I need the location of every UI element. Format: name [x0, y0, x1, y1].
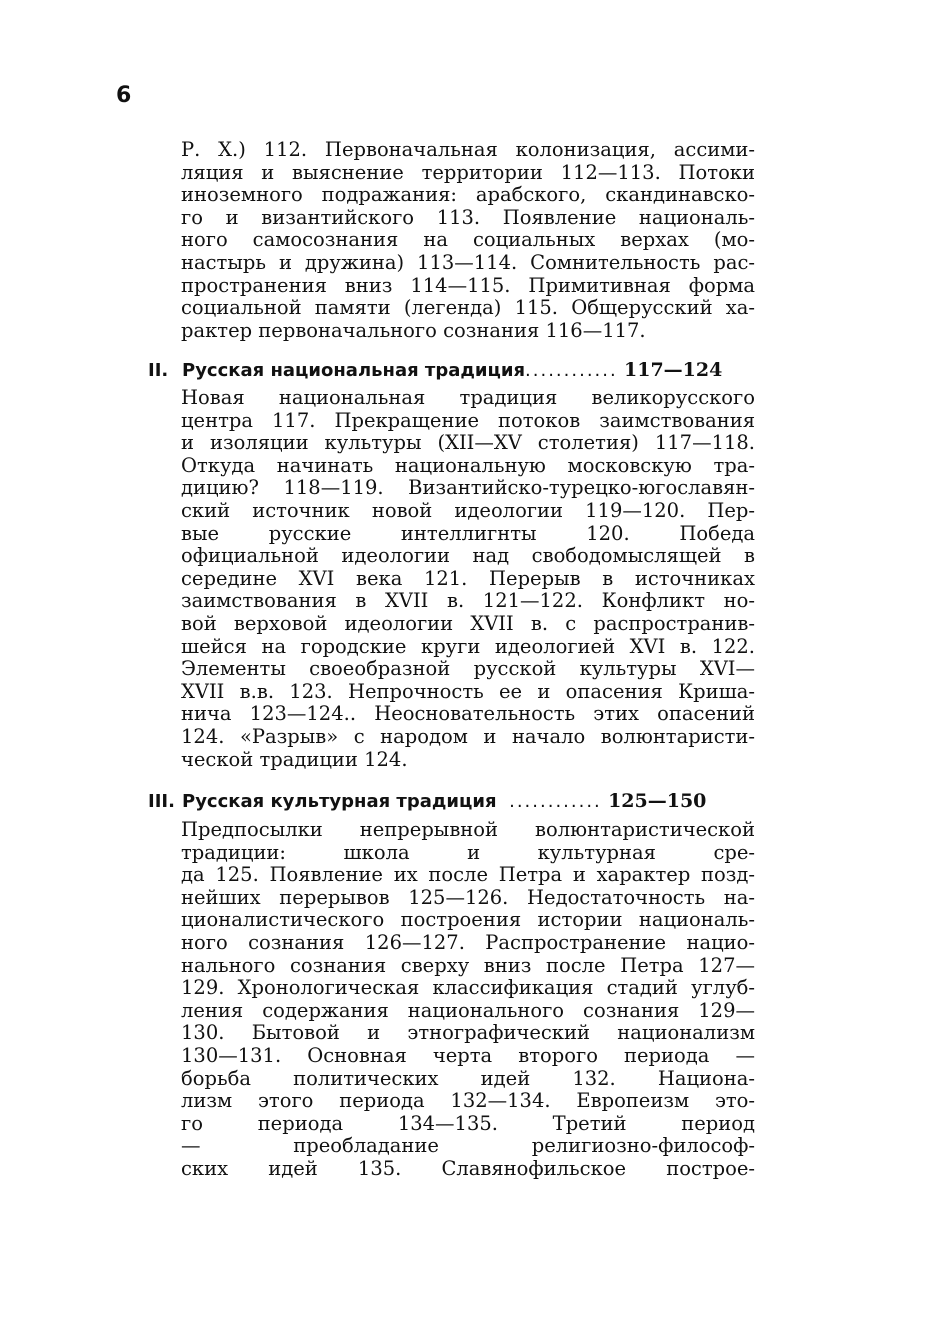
text-line: вой верховой идеологии XVII в. с распространив-: [181, 611, 755, 635]
text-line: нального сознания сверху вниз после Петра 127—: [181, 953, 755, 977]
text-line: Новая национальная традиция великорусского: [181, 386, 755, 409]
section-title: Русская культурная традиция: [182, 791, 497, 812]
text-line: ционалистического построения истории националь-: [181, 908, 755, 932]
text-line: ного сознания 126—127. Распространение нацио-: [181, 930, 755, 954]
text-line: иноземного подражания: арабского, скандинавско-: [181, 183, 755, 207]
section-ii-body: [181, 387, 755, 771]
leader-dots: ............: [509, 791, 602, 812]
text-line: традиции: школа и культурная сре-: [181, 840, 755, 864]
text-line: 129. Хронологическая классификация стадий углуб-: [181, 976, 755, 1000]
text-line: Откуда начинать национальную московскую тра-: [181, 453, 755, 477]
text-line: — преобладание религиозно-философ-: [181, 1134, 755, 1158]
text-line: ного самосознания на социальных верхах (мо-: [181, 228, 755, 252]
text-line: рактер первоначального сознания 116—117.: [181, 318, 646, 342]
text-line: пространения вниз 114—115. Примитивная форма: [181, 273, 755, 297]
section-heading-ii: [148, 358, 722, 383]
text-line: официальной идеологии над свободомыслящей в: [181, 544, 755, 568]
text-line: лизм этого периода 132—134. Европеизм это-: [181, 1089, 755, 1113]
page-range: 117—124: [624, 359, 723, 381]
text-line: середине XVI века 121. Перерыв в источниках: [181, 566, 755, 590]
text-line: центра 117. Прекращение потоков заимствования: [181, 408, 755, 432]
text-line: 124. «Разрыв» с народом и начало волюнтаристи-: [181, 724, 755, 748]
text-line: ления содержания национального сознания 129—: [181, 998, 755, 1022]
text-line: вые русские интеллигнты 120. Победа: [181, 521, 755, 545]
text-line: ский источник новой идеологии 119—120. Пер-: [181, 498, 755, 522]
text-line: заимствования в XVII в. 121—122. Конфликт но-: [181, 589, 755, 613]
text-line: го периода 134—135. Третий период: [181, 1111, 755, 1135]
text-line: ских идей 135. Славянофильское построе-: [181, 1156, 755, 1180]
text-line: нейших перерывов 125—126. Недостаточность на-: [181, 885, 755, 909]
section-heading-iii: [148, 789, 706, 814]
text-line: и изоляции культуры (XII—XV столетия) 117—118.: [181, 431, 755, 455]
text-line: шейся на городские круги идеологией XVI в. 122.: [181, 634, 755, 658]
section-iii-body: [181, 819, 755, 1181]
text-line: Предпосылки непрерывной волюнтаристической: [181, 818, 755, 841]
leader-dots: ............: [525, 360, 618, 381]
text-line: Элементы своеобразной русской культуры XVI—: [181, 657, 755, 681]
text-line: настырь и дружина) 113—114. Сомнительность рас-: [181, 250, 755, 274]
text-line: Р. Х.) 112. Первоначальная колонизация, ассими-: [181, 138, 755, 161]
text-line: 130. Бытовой и этнографический национализм: [181, 1021, 755, 1045]
text-line: XVII в.в. 123. Непрочность ее и опасения Криша-: [181, 679, 755, 703]
text-line: нича 123—124.. Неосновательность этих опасений: [181, 702, 755, 726]
text-line: социальной памяти (легенда) 115. Общерусский ха-: [181, 296, 755, 320]
page-number: 6: [116, 83, 132, 108]
text-line: ческой традиции 124.: [181, 747, 408, 771]
text-line: дицию? 118—119. Византийско-турецко-югославян-: [181, 476, 755, 500]
text-line: го и византийского 113. Появление националь-: [181, 205, 755, 229]
text-line: да 125. Появление их после Петра и характер позд-: [181, 863, 755, 887]
section-number: III.: [148, 791, 175, 812]
section-number: II.: [148, 360, 169, 381]
text-line: ляция и выяснение территории 112—113. Потоки: [181, 160, 755, 184]
page-range: 125—150: [608, 790, 707, 812]
text-line: борьба политических идей 132. Национа-: [181, 1066, 755, 1090]
intro-block: [181, 139, 755, 342]
section-title: Русская национальная традиция: [182, 360, 526, 381]
text-line: 130—131. Основная черта второго периода —: [181, 1043, 755, 1067]
